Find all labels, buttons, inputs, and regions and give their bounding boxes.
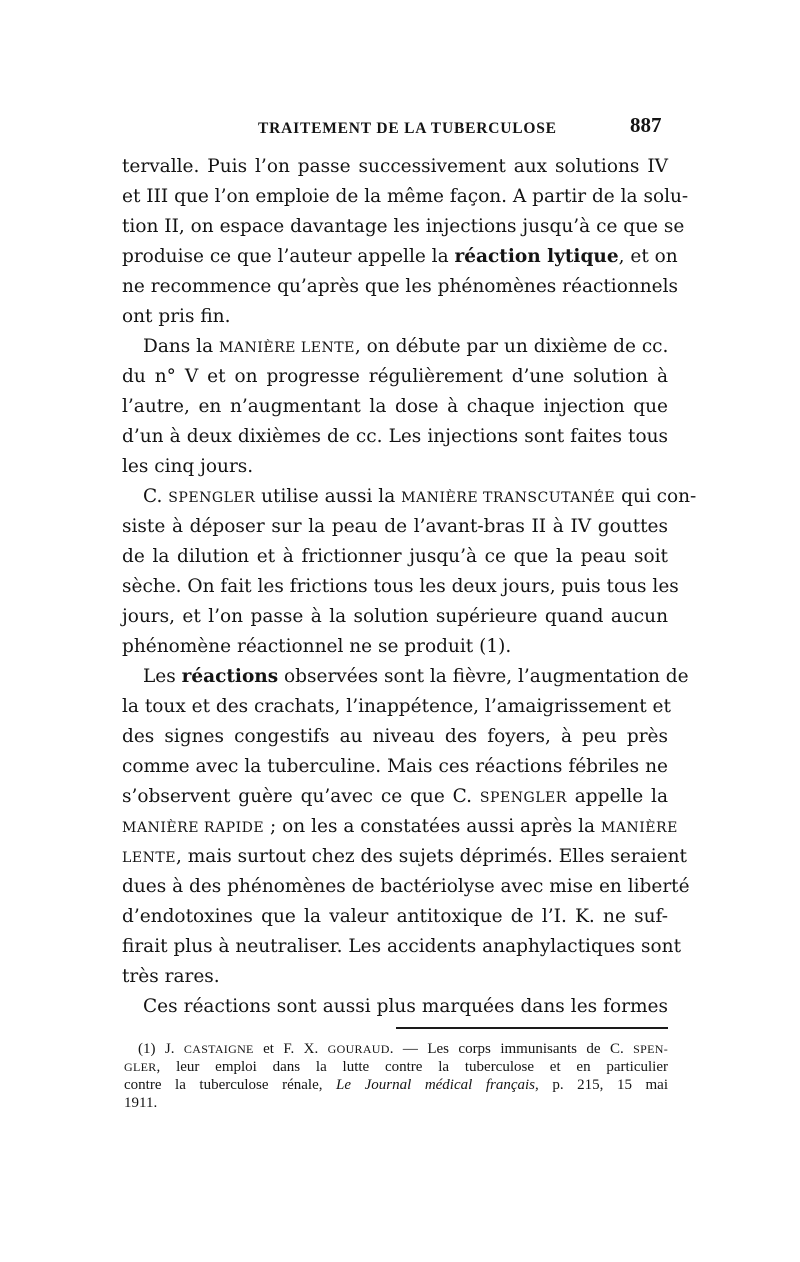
text-line: du n° V et on progresse régulièrement d’une solution à [122, 366, 668, 387]
text-run: observées sont la fièvre, l’augmentation de [278, 666, 689, 687]
text-run: , mais surtout chez des sujets déprimés. Elles seraient [176, 846, 687, 867]
text-line [143, 662, 689, 692]
text-line [122, 242, 678, 272]
author-name: GOURAUD [327, 1042, 390, 1056]
text-run: , on débute par un dixième de cc. [354, 336, 669, 357]
author-name: SPENGLER [479, 790, 567, 806]
text-line: comme avec la tuberculine. Mais ces réactions fébriles ne [122, 756, 668, 777]
text-line: de la dilution et à frictionner jusqu’à ce que la peau soit [122, 546, 668, 567]
footnote-line [138, 1040, 668, 1058]
text-line: l’autre, en n’augmentant la dose à chaque injection que [122, 396, 668, 417]
running-header-title: TRAITEMENT DE LA TUBERCULOSE [258, 120, 557, 137]
text-run: ; on les a constatées aussi après la [264, 816, 601, 837]
journal-title: Le Journal médical français [336, 1077, 536, 1093]
text-run: (1) J. [138, 1041, 184, 1057]
text-run: et F. X. [253, 1041, 328, 1057]
text-run: appelle la [566, 786, 668, 807]
text-run: C. [143, 486, 169, 507]
text-line: ne recommence qu’après que les phénomènes réactionnels [122, 276, 679, 297]
small-caps-term: MANIÈRE [600, 820, 678, 836]
small-caps-term: MANIÈRE TRANSCUTANÉE [401, 490, 616, 506]
text-run: utilise aussi la [255, 486, 402, 507]
text-line: Ces réactions sont aussi plus marquées dans les formes [143, 996, 668, 1017]
text-line: ont pris fin. [122, 306, 231, 327]
author-name: SPENGLER [168, 490, 256, 506]
author-name: SPEN- [633, 1042, 668, 1056]
text-line: siste à déposer sur la peau de l’avant-bras II à IV gouttes [122, 516, 668, 537]
text-run: , et on [618, 246, 678, 267]
footnote-line [124, 1076, 668, 1094]
text-line: et III que l’on emploie de la même façon. A partir de la solu- [122, 186, 689, 207]
text-line [143, 332, 668, 362]
text-line: tion II, on espace davantage les injections jusqu’à ce que se [122, 216, 685, 237]
text-line: firait plus à neutraliser. Les accidents anaphylactiques sont [122, 936, 682, 957]
text-run: produise ce que l’auteur appelle la [122, 246, 455, 267]
text-line: les cinq jours. [122, 456, 254, 477]
text-line: tervalle. Puis l’on passe successivement aux solutions IV [122, 156, 668, 177]
text-run: Dans la [143, 336, 219, 357]
text-run: . — Les corps immunisants de C. [389, 1041, 634, 1057]
text-line [122, 842, 687, 872]
author-name: CASTAIGNE [183, 1042, 254, 1056]
footnote-rule [396, 1027, 668, 1029]
text-run: contre la tuberculose rénale, [124, 1077, 337, 1093]
text-line: dues à des phénomènes de bactériolyse avec mise en liberté [122, 876, 690, 897]
text-line [122, 782, 668, 812]
author-name: GLER [124, 1060, 157, 1074]
footnote-line: 1911. [124, 1095, 158, 1111]
footnote-line [124, 1058, 668, 1076]
text-line: d’un à deux dixièmes de cc. Les injections sont faites tous [122, 426, 668, 447]
bold-term: réactions [181, 666, 279, 687]
text-line [122, 812, 678, 842]
bold-term: réaction lytique [454, 246, 619, 267]
text-line: d’endotoxines que la valeur antitoxique de l’I. K. ne suf- [122, 906, 668, 927]
small-caps-term: MANIÈRE LENTE [218, 340, 355, 356]
text-line: jours, et l’on passe à la solution supérieure quand aucun [122, 606, 668, 627]
text-run: s’observent guère qu’avec ce que C. [122, 786, 480, 807]
text-line [143, 482, 697, 512]
text-line: sèche. On fait les frictions tous les deux jours, puis tous les [122, 576, 679, 597]
text-run: Les [143, 666, 182, 687]
text-run: , p. 215, 15 mai [535, 1077, 668, 1093]
text-line: phénomène réactionnel ne se produit (1). [122, 636, 512, 657]
small-caps-term: MANIÈRE RAPIDE [122, 820, 265, 836]
page-number: 887 [630, 113, 662, 137]
text-run: , leur emploi dans la lutte contre la tuberculose et en particulier [156, 1059, 668, 1075]
text-line: la toux et des crachats, l’inappétence, l’amaigrissement et [122, 696, 671, 717]
text-run: qui con- [615, 486, 697, 507]
small-caps-term: LENTE [122, 850, 176, 866]
text-line: très rares. [122, 966, 220, 987]
text-line: des signes congestifs au niveau des foyers, à peu près [122, 726, 668, 747]
